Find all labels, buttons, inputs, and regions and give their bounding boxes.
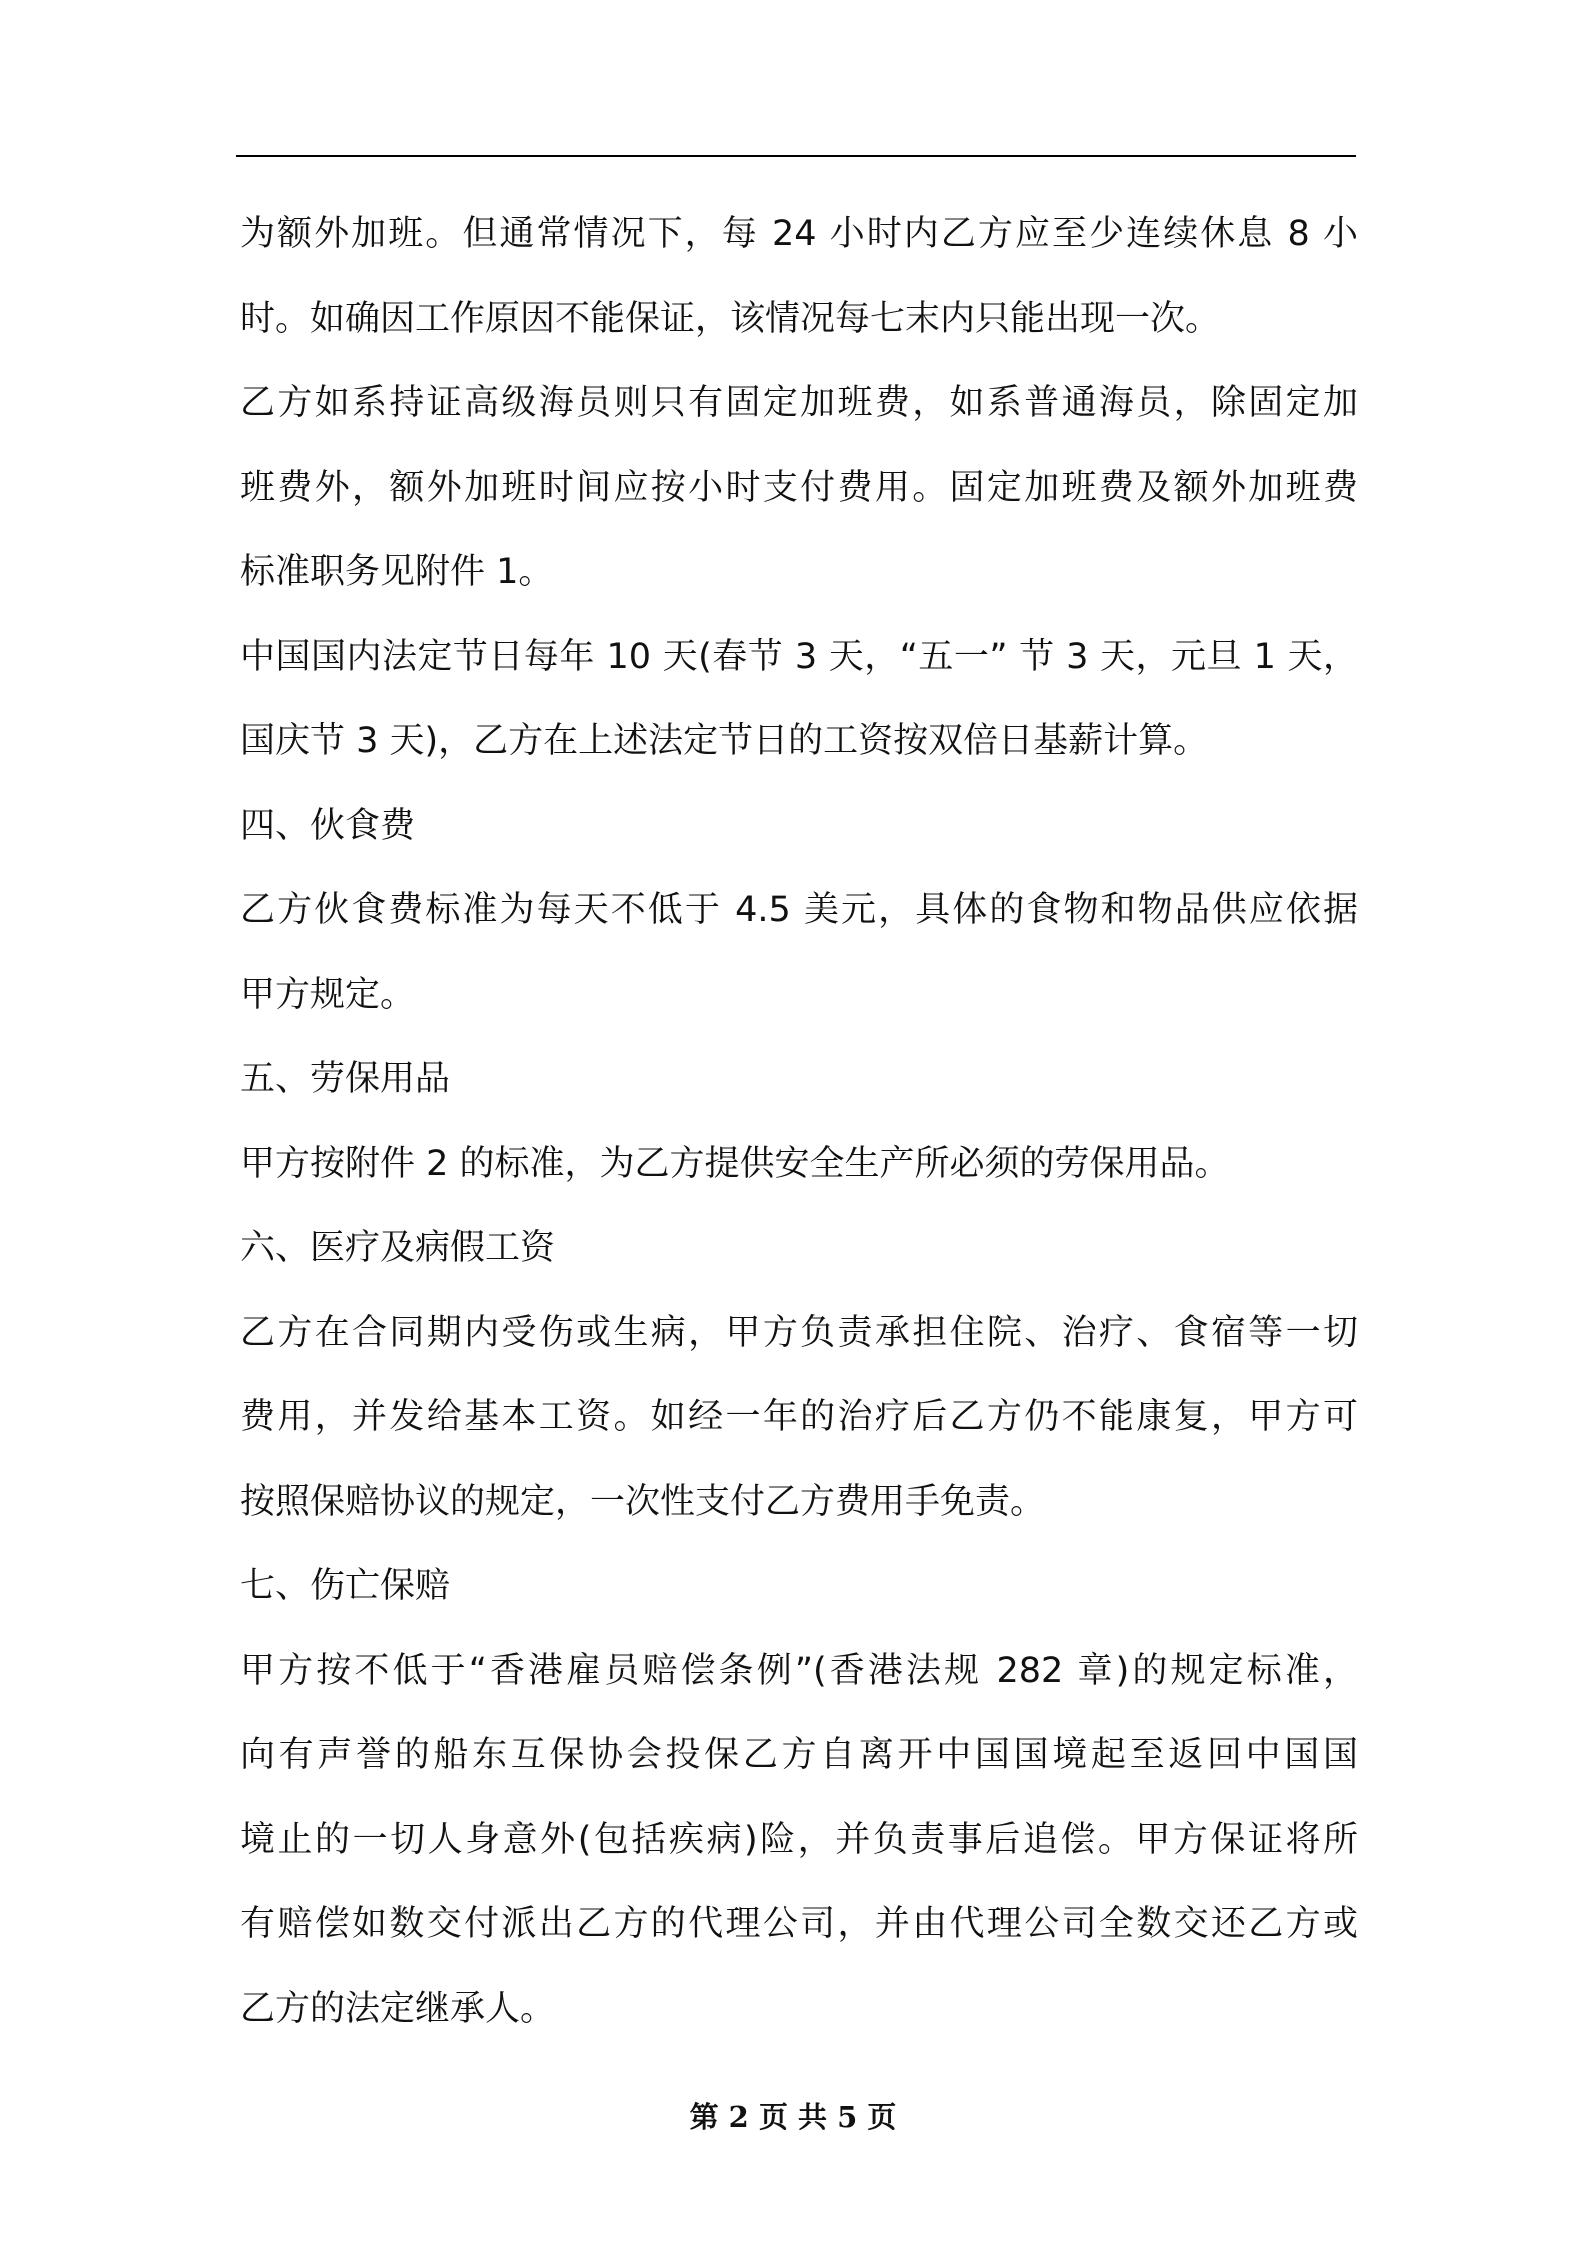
paragraph-line: 时。如确因工作原因不能保证，该情况每七末内只能出现一次。 [240, 298, 1221, 339]
paragraph-line: 甲方按不低于“香港雇员赔偿条例”(香港法规 282 章)的规定标准， [240, 1650, 1358, 1691]
section-heading-injury-death-insurance: 七、伤亡保赔 [240, 1566, 451, 1606]
paragraph-line: 费用，并发给基本工资。如经一年的治疗后乙方仍不能康复，甲方可 [240, 1397, 1358, 1437]
paragraph-line: 甲方按附件 2 的标准，为乙方提供安全生产所必须的劳保用品。 [240, 1143, 1230, 1184]
document-body [240, 192, 1358, 2051]
section-heading-medical-sick-pay: 六、医疗及病假工资 [240, 1228, 556, 1268]
paragraph-line: 国庆节 3 天)，乙方在上述法定节日的工资按双倍日基薪计算。 [240, 721, 1209, 761]
paragraph-line: 乙方伙食费标准为每天不低于 4.5 美元，具体的食物和物品供应依据 [240, 890, 1358, 930]
paragraph-line: 甲方规定。 [240, 974, 416, 1015]
paragraph-line: 境止的一切人身意外(包括疾病)险，并负责事后追偿。甲方保证将所 [240, 1819, 1358, 1860]
paragraph-line: 标准职务见附件 1。 [240, 552, 554, 592]
header-rule [236, 155, 1356, 157]
paragraph-line: 班费外，额外加班时间应按小时支付费用。固定加班费及额外加班费 [240, 467, 1358, 508]
paragraph-line: 为额外加班。但通常情况下，每 24 小时内乙方应至少连续休息 8 小 [240, 214, 1358, 254]
paragraph-line: 乙方在合同期内受伤或生病，甲方负责承担住院、治疗、食宿等一切 [240, 1312, 1358, 1353]
paragraph-line: 按照保赔协议的规定，一次性支付乙方费用手免责。 [240, 1481, 1046, 1522]
section-heading-food-allowance: 四、伙食费 [240, 805, 416, 846]
paragraph-line: 乙方如系持证高级海员则只有固定加班费，如系普通海员，除固定加 [240, 383, 1358, 423]
section-heading-protective-gear: 五、劳保用品 [240, 1059, 451, 1099]
page-number-footer: 第 2 页 共 5 页 [689, 2100, 897, 2134]
paragraph-line: 乙方的法定继承人。 [240, 1988, 556, 2029]
paragraph-line: 向有声誉的船东互保协会投保乙方自离开中国国境起至返回中国国 [240, 1735, 1358, 1775]
paragraph-line: 中国国内法定节日每年 10 天(春节 3 天，“五一” 节 3 天，元旦 1 天， [240, 636, 1358, 677]
paragraph-line: 有赔偿如数交付派出乙方的代理公司，并由代理公司全数交还乙方或 [240, 1904, 1358, 1944]
